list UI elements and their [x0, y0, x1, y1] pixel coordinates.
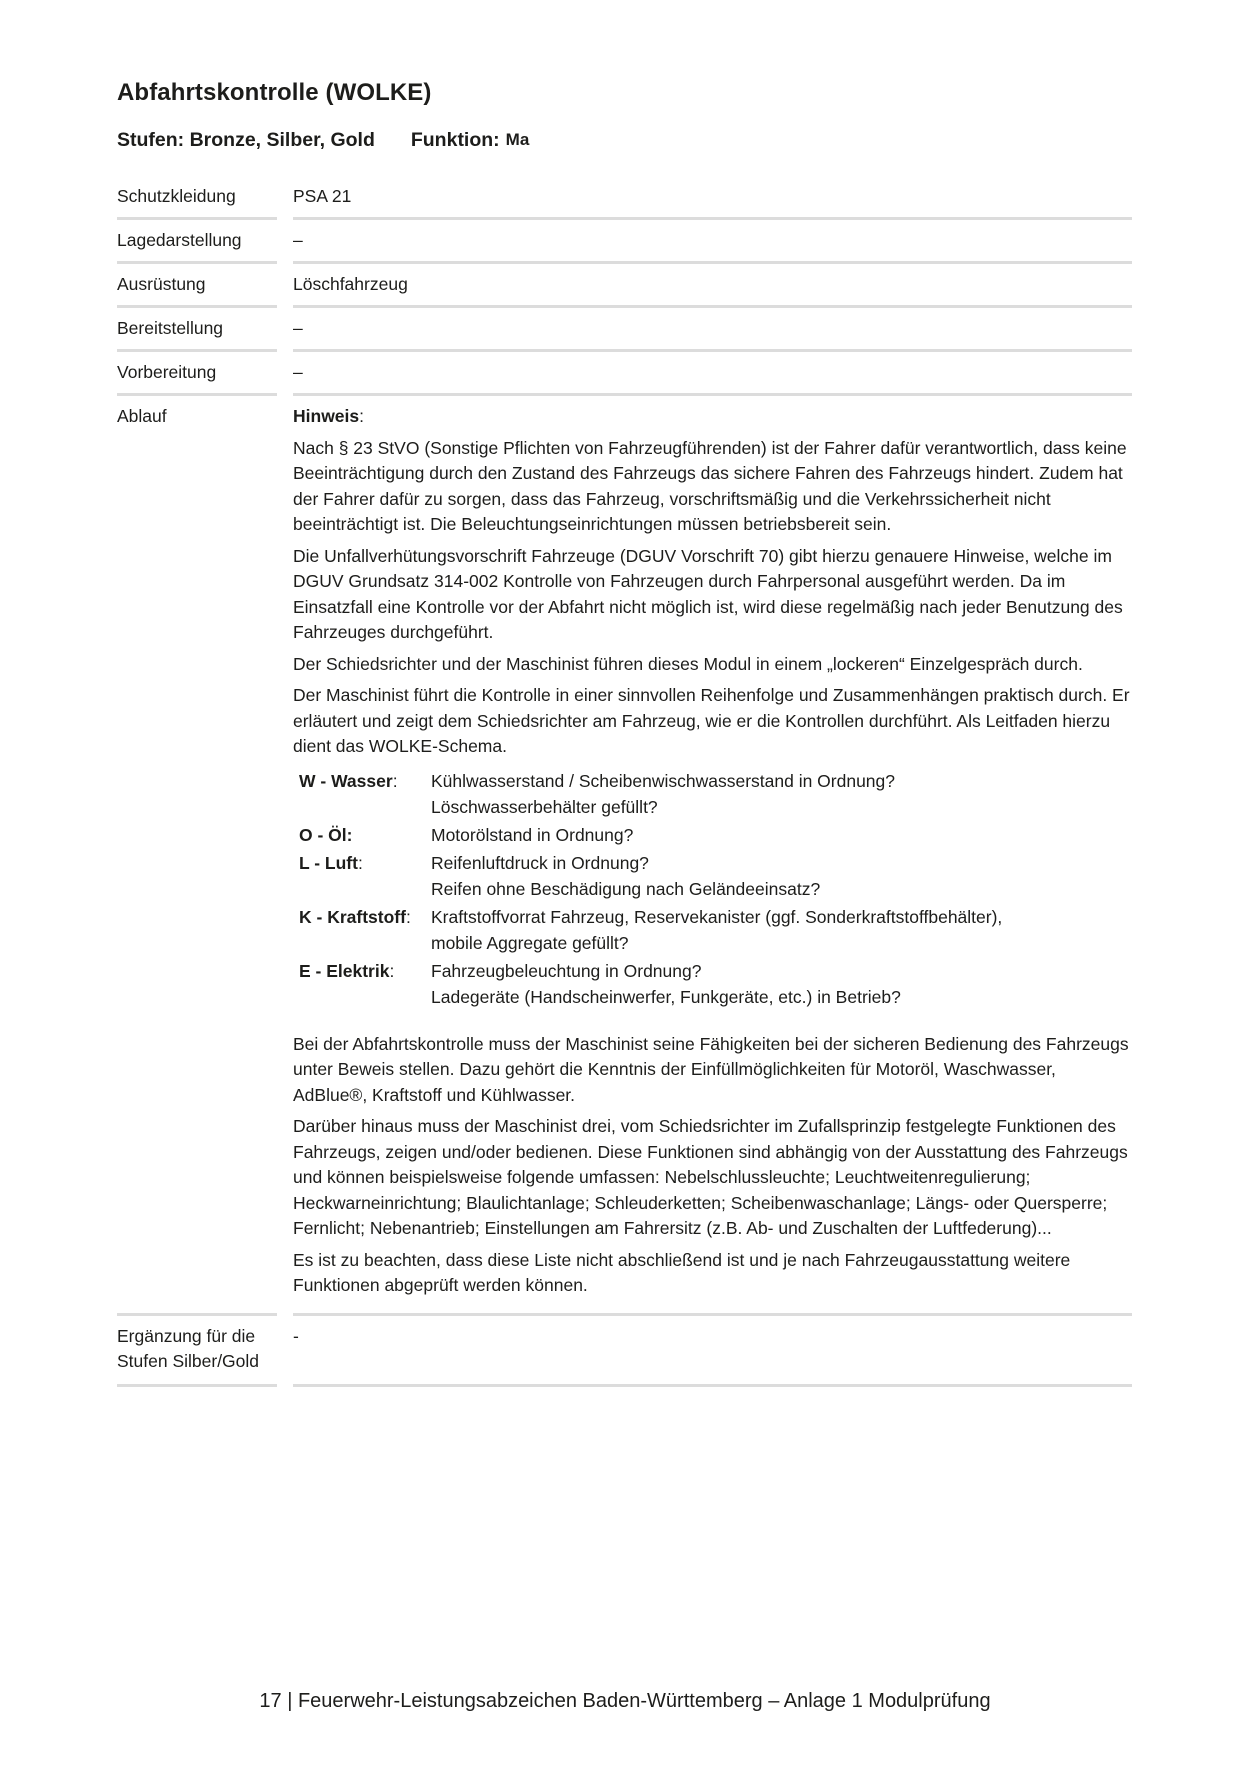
row-label: Ablauf — [117, 396, 277, 1316]
paragraph: Nach § 23 StVO (Sonstige Pflichten von Fahrzeugführenden) ist der Fahrer dafür verantwortlich, dass keine Beeinträchtigung durch den Zustand des Fahrzeugs das sichere Fahren des Fahrzeugs hindert. Zudem hat der Fahrer dafür zu sorgen, dass das Fahrzeug, vorschriftsmäßig und die Verkehrssicherheit nicht beeinträchtigt ist. Die Beleuchtungseinrichtungen müssen betriebsbereit sein. — [293, 437, 1127, 534]
wolke-checks — [431, 768, 1132, 820]
function-label: Funktion: — [410, 129, 500, 151]
row-value: PSA 21 — [293, 184, 1132, 220]
wolke-checks — [431, 958, 1132, 1010]
page-footer: 17 | Feuerwehr-Leistungsabzeichen Baden-Württemberg – Anlage 1 Modulprüfung — [259, 1690, 991, 1712]
table-row — [117, 184, 1132, 220]
document-page — [117, 78, 1132, 1387]
check-line: Fahrzeugbeleuchtung in Ordnung? — [431, 960, 702, 981]
module-table — [117, 184, 1132, 1387]
check-line: Löschwasserbehälter gefüllt? — [431, 796, 658, 817]
hinweis-heading: Hinweis: — [293, 406, 365, 426]
row-value: – — [293, 308, 1132, 352]
wolke-item — [299, 904, 1132, 956]
wolke-checks — [431, 850, 1132, 902]
row-label: Vorbereitung — [117, 352, 277, 396]
paragraph: Es ist zu beachten, dass diese Liste nicht abschließend ist und je nach Fahrzeugausstattung weitere Funktionen abgeprüft werden können. — [293, 1249, 1071, 1295]
table-row — [117, 220, 1132, 264]
wolke-key: E - Elektrik: — [299, 960, 395, 981]
wolke-key: L - Luft: — [299, 852, 363, 873]
table-row — [117, 308, 1132, 352]
wolke-checks — [431, 904, 1132, 956]
wolke-item — [299, 768, 1132, 820]
row-label: Ergänzung für die Stufen Silber/Gold — [117, 1316, 277, 1387]
page-title: Abfahrtskontrolle (WOLKE) — [117, 79, 432, 106]
wolke-schema — [299, 768, 1132, 1010]
wolke-key: O - Öl: — [299, 824, 353, 845]
check-line: Motorölstand in Ordnung? — [431, 824, 634, 845]
wolke-item — [299, 850, 1132, 902]
ablauf-content — [293, 396, 1132, 1316]
row-label: Bereitstellung — [117, 308, 277, 352]
levels-function-line — [117, 126, 1132, 154]
check-line: Reifen ohne Beschädigung nach Geländeeinsatz? — [431, 878, 821, 899]
row-label: Ausrüstung — [117, 264, 277, 308]
table-row-ergaenzung — [117, 1316, 1132, 1387]
table-row-ablauf — [117, 396, 1132, 1316]
row-value: Löschfahrzeug — [293, 264, 1132, 308]
row-label: Schutzkleidung — [117, 184, 277, 220]
table-row — [117, 264, 1132, 308]
check-line: Kühlwasserstand / Scheibenwischwasserstand in Ordnung? — [431, 770, 896, 791]
row-value: – — [293, 220, 1132, 264]
paragraph: Darüber hinaus muss der Maschinist drei, vom Schiedsrichter im Zufallsprinzip festgelegte Funktionen des Fahrzeugs, zeigen und/oder bedienen. Diese Funktionen sind abhängig von der Ausstattung des Fahrzeugs und können beispielsweise folgende umfassen: Nebelschlussleuchte; Leuchtweitenregulierung; Heckwarneinrichtung; Blaulichtanlage; Schleuderketten; Scheibenwaschanlage; Längs- oder Quersperre; Fernlicht; Nebenantrieb; Einstellungen am Fahrersitz (z.B. Ab- und Zuschalten der Luftfederung)... — [293, 1116, 1128, 1238]
row-label: Lagedarstellung — [117, 220, 277, 264]
table-row — [117, 352, 1132, 396]
paragraph: Der Schiedsrichter und der Maschinist führen dieses Modul in einem „lockeren“ Einzelgespräch durch. — [293, 653, 1083, 674]
check-line: mobile Aggregate gefüllt? — [431, 932, 629, 953]
row-value: – — [293, 352, 1132, 396]
check-line: Kraftstoffvorrat Fahrzeug, Reservekanister (ggf. Sonderkraftstoffbehälter), — [431, 906, 1003, 927]
wolke-key: W - Wasser: — [299, 770, 398, 791]
wolke-key: K - Kraftstoff: — [299, 906, 411, 927]
paragraph: Bei der Abfahrtskontrolle muss der Maschinist seine Fähigkeiten bei der sicheren Bedienung des Fahrzeugs unter Beweis stellen. Dazu gehört die Kenntnis der Einfüllmöglichkeiten für Motoröl, Waschwasser, AdBlue®, Kraftstoff und Kühlwasser. — [293, 1033, 1129, 1105]
paragraph: Der Maschinist führt die Kontrolle in einer sinnvollen Reihenfolge und Zusammenhängen praktisch durch. Er erläutert und zeigt dem Schiedsrichter am Fahrzeug, wie er die Kontrollen durchführt. Als Leitfaden hierzu dient das WOLKE-Schema. — [293, 685, 1130, 756]
levels-label: Stufen: Bronze, Silber, Gold — [117, 129, 375, 151]
check-line: Reifenluftdruck in Ordnung? — [431, 852, 649, 873]
check-line: Ladegeräte (Handscheinwerfer, Funkgeräte, etc.) in Betrieb? — [431, 986, 901, 1007]
paragraph: Die Unfallverhütungsvorschrift Fahrzeuge (DGUV Vorschrift 70) gibt hierzu genauere Hinweise, welche im DGUV Grundsatz 314-002 Kontrolle von Fahrzeugen durch Fahrpersonal ausgeführt werden. Da im Einsatzfall eine Kontrolle vor der Abfahrt nicht möglich ist, wird diese regelmäßig nach jeder Benutzung des Fahrzeuges durchgeführt. — [293, 545, 1123, 642]
row-value: - — [293, 1316, 1132, 1387]
function-value: Ma — [505, 130, 530, 149]
wolke-item — [299, 958, 1132, 1010]
wolke-item — [299, 822, 1132, 848]
wolke-checks — [431, 822, 1132, 848]
